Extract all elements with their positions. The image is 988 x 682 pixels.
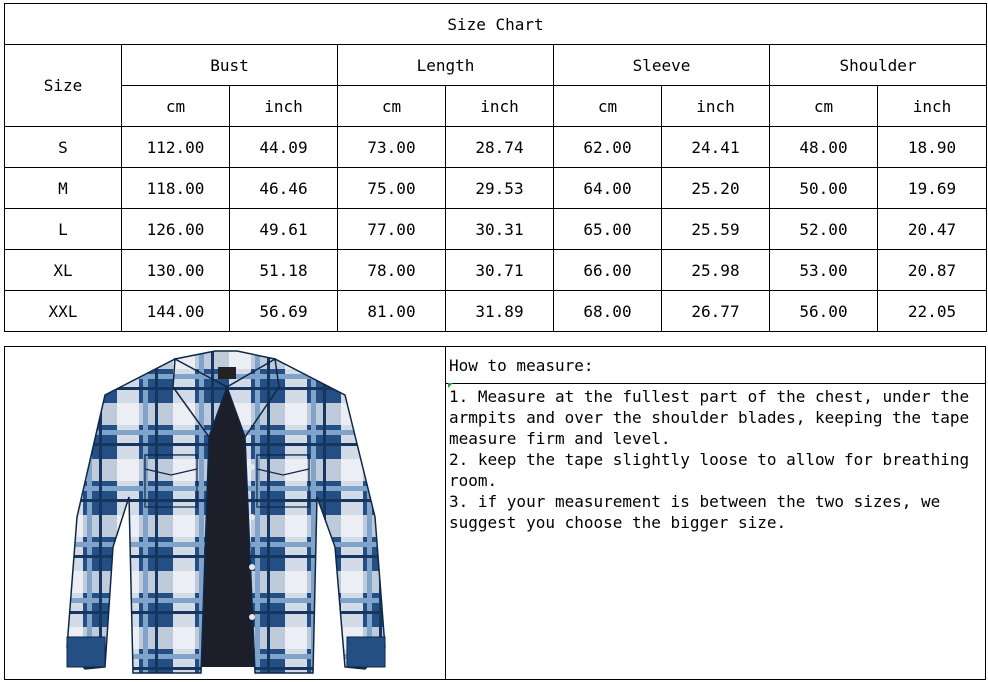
table-cell: 56.00 [770, 291, 878, 332]
shoulder-header: Shoulder [770, 45, 987, 86]
unit-header: inch [446, 86, 554, 127]
table-cell: 81.00 [338, 291, 446, 332]
table-cell: 130.00 [122, 250, 230, 291]
measure-section [4, 346, 986, 680]
table-cell: 126.00 [122, 209, 230, 250]
size-label: M [5, 168, 122, 209]
table-cell: 52.00 [770, 209, 878, 250]
table-cell: 50.00 [770, 168, 878, 209]
table-cell: 51.18 [230, 250, 338, 291]
unit-header: inch [878, 86, 987, 127]
unit-header: inch [662, 86, 770, 127]
table-cell: 66.00 [554, 250, 662, 291]
table-row [5, 127, 987, 168]
size-label: S [5, 127, 122, 168]
jacket-icon [5, 347, 445, 679]
unit-header: cm [554, 86, 662, 127]
measure-step: 1. Measure at the fullest part of the chest, under the armpits and over the shoulder blades, keeping the tape measure firm and level. [449, 387, 970, 448]
table-cell: 73.00 [338, 127, 446, 168]
sleeve-header: Sleeve [554, 45, 770, 86]
unit-header: cm [122, 86, 230, 127]
table-cell: 25.20 [662, 168, 770, 209]
size-chart-table [4, 3, 987, 332]
table-cell: 44.09 [230, 127, 338, 168]
size-label: L [5, 209, 122, 250]
table-cell: 22.05 [878, 291, 987, 332]
table-cell: 48.00 [770, 127, 878, 168]
how-to-measure-panel [446, 347, 985, 679]
table-cell: 20.47 [878, 209, 987, 250]
how-to-measure-title: How to measure: [446, 347, 985, 384]
size-label: XL [5, 250, 122, 291]
table-cell: 25.59 [662, 209, 770, 250]
table-cell: 25.98 [662, 250, 770, 291]
table-row [5, 168, 987, 209]
table-cell: 144.00 [122, 291, 230, 332]
table-cell: 75.00 [338, 168, 446, 209]
table-cell: 26.77 [662, 291, 770, 332]
length-header: Length [338, 45, 554, 86]
how-to-measure-text [446, 384, 985, 533]
measure-step: 3. if your measurement is between the two sizes, we suggest you choose the bigger size. [449, 492, 941, 532]
table-row [5, 209, 987, 250]
table-cell: 19.69 [878, 168, 987, 209]
bust-header: Bust [122, 45, 338, 86]
table-cell: 112.00 [122, 127, 230, 168]
unit-header: cm [338, 86, 446, 127]
table-cell: 28.74 [446, 127, 554, 168]
size-header: Size [5, 45, 122, 127]
table-cell: 30.71 [446, 250, 554, 291]
table-cell: 49.61 [230, 209, 338, 250]
table-cell: 53.00 [770, 250, 878, 291]
table-cell: 62.00 [554, 127, 662, 168]
product-photo [5, 347, 446, 679]
table-cell: 77.00 [338, 209, 446, 250]
unit-header: cm [770, 86, 878, 127]
unit-header: inch [230, 86, 338, 127]
table-cell: 46.46 [230, 168, 338, 209]
cell-corner-mark [448, 383, 453, 388]
table-cell: 68.00 [554, 291, 662, 332]
table-cell: 64.00 [554, 168, 662, 209]
table-cell: 24.41 [662, 127, 770, 168]
table-cell: 31.89 [446, 291, 554, 332]
table-cell: 29.53 [446, 168, 554, 209]
table-cell: 20.87 [878, 250, 987, 291]
table-cell: 78.00 [338, 250, 446, 291]
table-cell: 30.31 [446, 209, 554, 250]
table-cell: 56.69 [230, 291, 338, 332]
table-cell: 118.00 [122, 168, 230, 209]
size-label: XXL [5, 291, 122, 332]
chart-title: Size Chart [5, 4, 987, 45]
table-row [5, 291, 987, 332]
measure-step: 2. keep the tape slightly loose to allow for breathing room. [449, 450, 970, 490]
table-cell: 18.90 [878, 127, 987, 168]
table-cell: 65.00 [554, 209, 662, 250]
table-row [5, 250, 987, 291]
